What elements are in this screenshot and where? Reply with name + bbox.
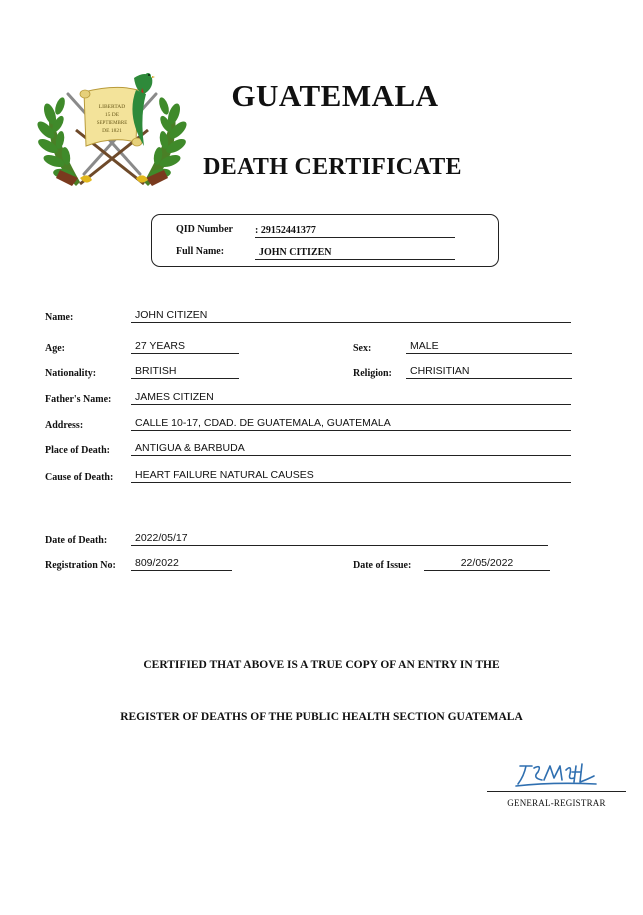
qid-number-label: QID Number [176, 224, 233, 235]
cause-of-death-value: HEART FAILURE NATURAL CAUSES [131, 469, 571, 483]
laurel-wreath-left [36, 96, 80, 186]
cause-of-death-label: Cause of Death: [45, 472, 114, 483]
date-of-issue-value: 22/05/2022 [424, 557, 550, 571]
full-name-value: JOHN CITIZEN [255, 246, 455, 260]
full-name-label: Full Name: [176, 246, 225, 257]
laurel-wreath-right [144, 96, 188, 186]
age-value: 27 YEARS [131, 340, 239, 354]
nationality-value: BRITISH [131, 365, 239, 379]
certification-line-2: REGISTER OF DEATHS OF THE PUBLIC HEALTH SECTION GUATEMALA [120, 711, 523, 723]
signature-line [487, 791, 626, 792]
address-value: CALLE 10-17, CDAD. DE GUATEMALA, GUATEMALA [131, 417, 571, 431]
religion-label: Religion: [353, 368, 392, 379]
scroll-text-line-2: 15 DE [104, 112, 120, 118]
scroll-text-line-1: LIBERTAD [98, 104, 126, 110]
general-registrar-title: GENERAL-REGISTRAR [507, 798, 606, 808]
fathers-name-label: Father's Name: [45, 394, 112, 405]
place-of-death-value: ANTIGUA & BARBUDA [131, 442, 571, 456]
address-label: Address: [45, 420, 84, 431]
registration-number-label: Registration No: [45, 560, 116, 571]
document-title: DEATH CERTIFICATE [203, 154, 462, 180]
date-of-death-value: 2022/05/17 [131, 532, 548, 546]
qid-number-value: : 29152441377 [255, 224, 455, 238]
country-title: GUATEMALA [231, 78, 439, 113]
place-of-death-label: Place of Death: [45, 445, 110, 456]
nationality-label: Nationality: [45, 368, 97, 379]
coat-of-arms-emblem [36, 66, 188, 198]
name-label: Name: [45, 312, 74, 323]
age-label: Age: [45, 343, 65, 354]
religion-value: CHRISITIAN [406, 365, 572, 379]
fathers-name-value: JAMES CITIZEN [131, 391, 571, 405]
parchment-scroll [80, 87, 142, 146]
registration-number-value: 809/2022 [131, 557, 232, 571]
sex-label: Sex: [353, 343, 372, 354]
name-value: JOHN CITIZEN [131, 309, 571, 323]
date-of-issue-label: Date of Issue: [353, 560, 412, 571]
scroll-text-line-3: SEPTIEMBRE [96, 121, 128, 126]
certification-line-1: CERTIFIED THAT ABOVE IS A TRUE COPY OF AN ENTRY IN THE [143, 659, 500, 671]
scroll-text-line-4: DE 1821 [102, 128, 122, 134]
sex-value: MALE [406, 340, 572, 354]
date-of-death-label: Date of Death: [45, 535, 108, 546]
registrar-signature [512, 758, 598, 790]
